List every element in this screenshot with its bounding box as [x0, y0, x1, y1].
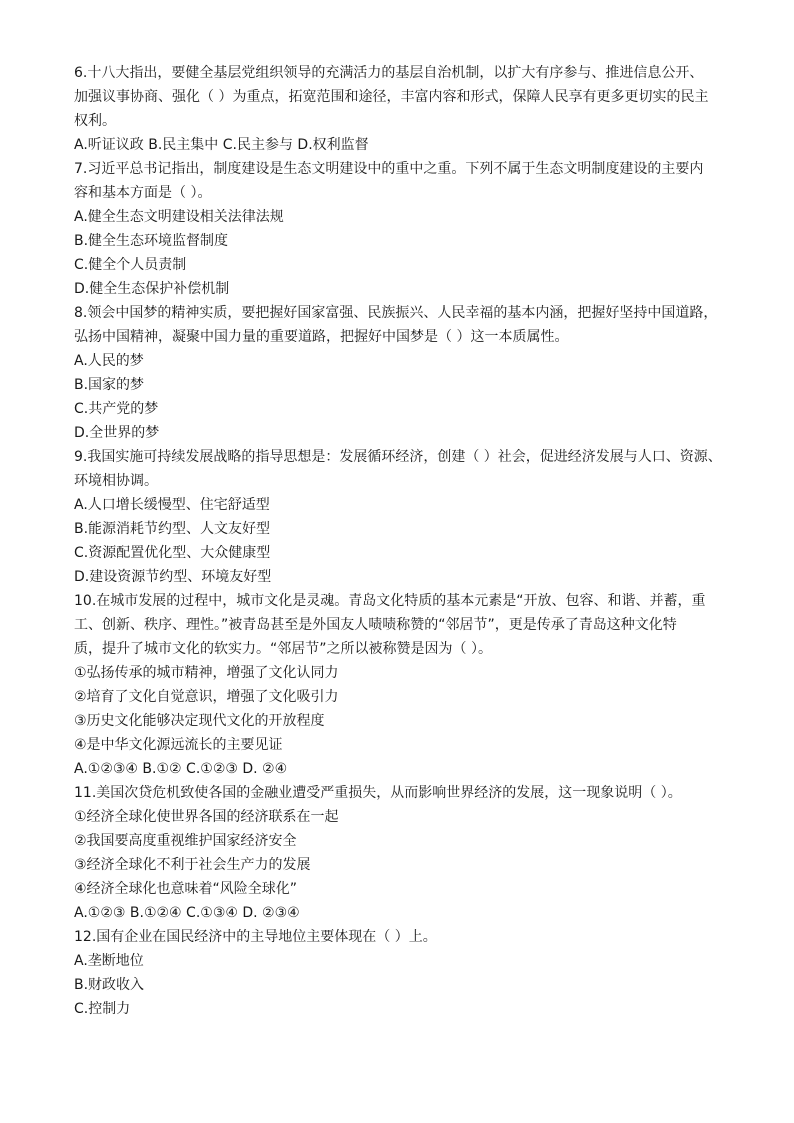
q8-option-a: A.人民的梦 [74, 353, 144, 369]
q6-stem-line-2: 加强议事协商、强化（ ）为重点，拓宽范围和途径，丰富内容和形式，保障人民享有更多更切实的民主 [74, 89, 709, 105]
q9-option-a: A.人口增长缓慢型、住宅舒适型 [74, 497, 270, 513]
q7-option-d: D.健全生态保护补偿机制 [74, 281, 230, 297]
q9-stem-line-2: 环境相协调。 [74, 473, 158, 489]
q12-stem: 12.国有企业在国民经济中的主导地位主要体现在（ ）上。 [74, 929, 437, 945]
q10-statement-1: ①弘扬传承的城市精神，增强了文化认同力 [74, 665, 339, 681]
q8-option-c: C.共产党的梦 [74, 401, 159, 417]
q9-option-c: C.资源配置优化型、大众健康型 [74, 545, 271, 561]
q11-statement-3: ③经济全球化不利于社会生产力的发展 [74, 857, 311, 873]
document-page [74, 61, 734, 1021]
q11-statement-1: ①经济全球化使世界各国的经济联系在一起 [74, 809, 339, 825]
q10-statement-4: ④是中华文化源远流长的主要见证 [74, 737, 283, 753]
q7-stem-line-2: 容和基本方面是（ ）。 [74, 185, 212, 201]
q9-stem-line-1: 9.我国实施可持续发展战略的指导思想是：发展循环经济，创建（ ）社会，促进经济发展与人口、资源、 [74, 449, 722, 465]
q7-option-b: B.健全生态环境监督制度 [74, 233, 229, 249]
q12-option-b: B.财政收入 [74, 977, 145, 993]
q12-option-a: A.垄断地位 [74, 953, 144, 969]
q10-options: A.①②③④ B.①② C.①②③ D. ②④ [74, 761, 288, 777]
q9-option-b: B.能源消耗节约型、人文友好型 [74, 521, 271, 537]
q11-stem: 11.美国次贷危机致使各国的金融业遭受严重损失，从而影响世界经济的发展，这一现象说明（ ）。 [74, 785, 682, 801]
q7-option-c: C.健全个人员责制 [74, 257, 187, 273]
q7-stem-line-1: 7.习近平总书记指出，制度建设是生态文明建设中的重中之重。下列不属于生态文明制度建设的主要内 [74, 161, 704, 177]
q11-options: A.①②③ B.①②④ C.①③④ D. ②③④ [74, 905, 300, 921]
q11-statement-2: ②我国要高度重视维护国家经济安全 [74, 833, 297, 849]
q9-option-d: D.建设资源节约型、环境友好型 [74, 569, 272, 585]
q10-statement-3: ③历史文化能够决定现代文化的开放程度 [74, 713, 325, 729]
q6-stem-line-3: 权利。 [74, 113, 116, 129]
q12-option-c: C.控制力 [74, 1001, 131, 1017]
q8-option-d: D.全世界的梦 [74, 425, 160, 441]
q8-stem-line-2: 弘扬中国精神，凝聚中国力量的重要道路，把握好中国梦是（ ）这一本质属性。 [74, 329, 569, 345]
q7-option-a: A.健全生态文明建设相关法律法规 [74, 209, 284, 225]
q10-stem-line-2: 工、创新、秩序、理性。”被青岛甚至是外国友人啧啧称赞的“邻居节”，更是传承了青岛这种文化特 [74, 617, 677, 633]
q8-option-b: B.国家的梦 [74, 377, 145, 393]
q11-statement-4: ④经济全球化也意味着“风险全球化” [74, 881, 298, 897]
q6-options: A.听证议政 B.民主集中 C.民主参与 D.权利监督 [74, 137, 369, 153]
q10-statement-2: ②培育了文化自觉意识，增强了文化吸引力 [74, 689, 339, 705]
q6-stem-line-1: 6.十八大指出，要健全基层党组织领导的充满活力的基层自治机制，以扩大有序参与、推进信息公开、 [74, 65, 704, 81]
q8-stem-line-1: 8.领会中国梦的精神实质，要把握好国家富强、民族振兴、人民幸福的基本内涵，把握好坚持中国道路， [74, 305, 718, 321]
q10-stem-line-3: 质，提升了城市文化的软实力。“邻居节”之所以被称赞是因为（ ）。 [74, 641, 492, 657]
q10-stem-line-1: 10.在城市发展的过程中，城市文化是灵魂。青岛文化特质的基本元素是“开放、包容、和谐、并蓄，重 [74, 593, 706, 609]
